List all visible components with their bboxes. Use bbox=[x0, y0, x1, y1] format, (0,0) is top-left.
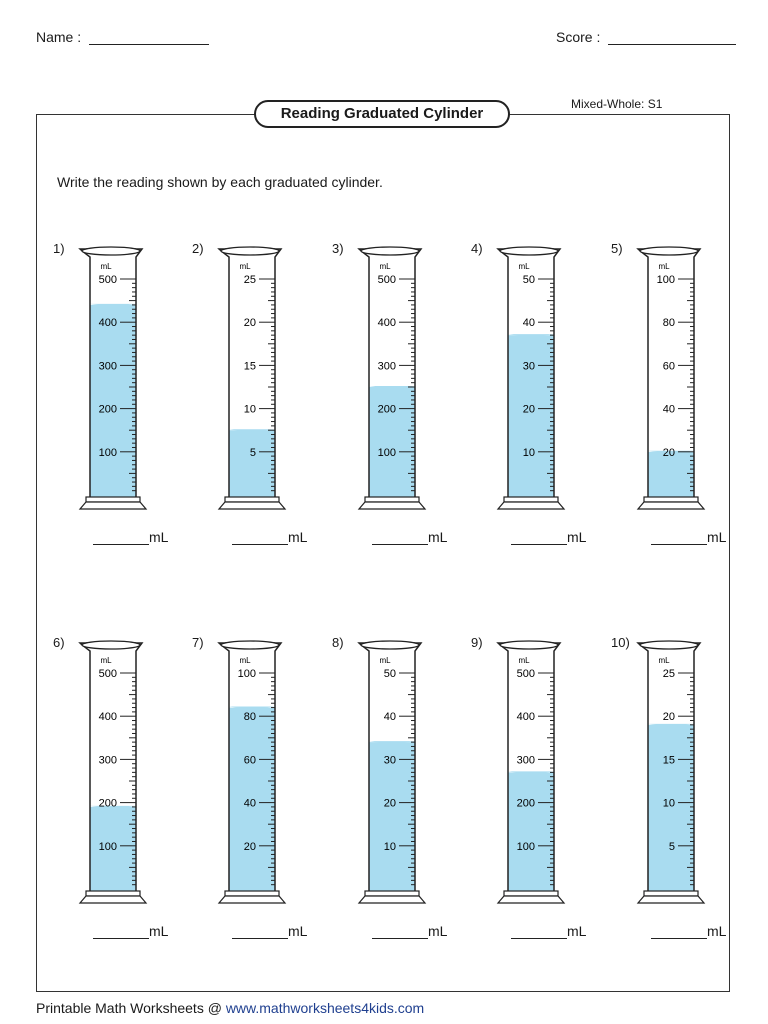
score-blank[interactable] bbox=[608, 32, 736, 45]
answer-field[interactable] bbox=[511, 923, 586, 939]
liquid-fill bbox=[229, 430, 275, 497]
scale-label: 400 bbox=[98, 711, 117, 724]
cylinder-rim bbox=[361, 641, 419, 649]
cylinder-base-collar bbox=[644, 497, 698, 502]
answer-field[interactable] bbox=[232, 923, 307, 939]
scale-label: 10 bbox=[243, 403, 256, 416]
unit-label: mL bbox=[658, 656, 670, 665]
answer-unit: mL bbox=[288, 529, 308, 545]
scale-label: 20 bbox=[243, 840, 256, 853]
scale-label: 15 bbox=[243, 360, 256, 373]
cylinder-number: 10) bbox=[611, 635, 630, 650]
answer-field[interactable] bbox=[232, 529, 307, 545]
cylinder-base-collar bbox=[504, 497, 558, 502]
graduated-cylinder bbox=[611, 241, 741, 521]
answer-blank[interactable] bbox=[651, 926, 707, 939]
cylinder-rim bbox=[640, 247, 698, 255]
unit-label: mL bbox=[518, 262, 530, 271]
unit-label: mL bbox=[658, 262, 670, 271]
score-field[interactable] bbox=[556, 29, 736, 45]
cylinder-base-foot bbox=[219, 502, 285, 509]
scale-label: 25 bbox=[243, 274, 256, 286]
answer-unit: mL bbox=[567, 529, 587, 545]
scale-label: 300 bbox=[98, 360, 117, 373]
scale-label: 100 bbox=[98, 840, 117, 853]
cylinder-rim bbox=[221, 247, 279, 255]
cylinder-base-collar bbox=[225, 891, 279, 896]
name-label: Name : bbox=[36, 29, 82, 45]
cylinder-item bbox=[611, 241, 741, 571]
scale-label: 400 bbox=[377, 317, 396, 330]
cylinder-base-collar bbox=[644, 891, 698, 896]
cylinder-rim bbox=[361, 247, 419, 255]
scale-label: 200 bbox=[98, 403, 117, 416]
cylinder-item bbox=[53, 635, 183, 965]
scale-label: 20 bbox=[383, 797, 396, 810]
scale-label: 50 bbox=[522, 274, 535, 286]
cylinder-number: 4) bbox=[471, 241, 483, 256]
answer-unit: mL bbox=[428, 923, 448, 939]
cylinder-item bbox=[53, 241, 183, 571]
answer-field[interactable] bbox=[651, 923, 726, 939]
answer-blank[interactable] bbox=[651, 532, 707, 545]
scale-label: 10 bbox=[383, 840, 396, 853]
cylinder-number: 5) bbox=[611, 241, 623, 256]
instruction-text: Write the reading shown by each graduated cylinder. bbox=[57, 174, 383, 190]
cylinder-number: 1) bbox=[53, 241, 65, 256]
graduated-cylinder bbox=[611, 635, 741, 915]
scale-label: 25 bbox=[662, 668, 675, 680]
footer-prefix: Printable Math Worksheets @ bbox=[36, 1000, 226, 1016]
scale-label: 10 bbox=[522, 446, 535, 459]
scale-label: 50 bbox=[383, 668, 396, 680]
scale-label: 400 bbox=[516, 711, 535, 724]
cylinder-base-collar bbox=[225, 497, 279, 502]
scale-label: 500 bbox=[377, 274, 396, 286]
scale-label: 200 bbox=[377, 403, 396, 416]
answer-field[interactable] bbox=[372, 923, 447, 939]
answer-blank[interactable] bbox=[232, 532, 288, 545]
worksheet-title: Reading Graduated Cylinder bbox=[254, 100, 510, 128]
worksheet-code: Mixed-Whole: S1 bbox=[571, 97, 663, 111]
cylinder-base-foot bbox=[359, 896, 425, 903]
unit-label: mL bbox=[379, 262, 391, 271]
cylinder-number: 9) bbox=[471, 635, 483, 650]
scale-label: 100 bbox=[377, 446, 396, 459]
scale-label: 500 bbox=[98, 274, 117, 286]
scale-label: 60 bbox=[662, 360, 675, 373]
answer-blank[interactable] bbox=[93, 532, 149, 545]
cylinder-item bbox=[471, 241, 601, 571]
answer-unit: mL bbox=[567, 923, 587, 939]
scale-label: 40 bbox=[383, 711, 396, 724]
cylinder-base-collar bbox=[86, 891, 140, 896]
cylinder-item bbox=[192, 635, 322, 965]
scale-label: 40 bbox=[522, 317, 535, 330]
scale-label: 20 bbox=[662, 711, 675, 724]
footer bbox=[36, 1000, 424, 1016]
unit-label: mL bbox=[100, 262, 112, 271]
scale-label: 80 bbox=[243, 711, 256, 724]
scale-label: 100 bbox=[237, 668, 256, 680]
scale-label: 20 bbox=[522, 403, 535, 416]
cylinder-rim bbox=[221, 641, 279, 649]
cylinder-rim bbox=[82, 641, 140, 649]
graduated-cylinder bbox=[192, 635, 322, 915]
scale-label: 5 bbox=[249, 446, 256, 459]
cylinder-base-foot bbox=[80, 896, 146, 903]
cylinder-number: 3) bbox=[332, 241, 344, 256]
scale-label: 15 bbox=[662, 754, 675, 767]
cylinder-base-foot bbox=[219, 896, 285, 903]
cylinder-base-foot bbox=[359, 502, 425, 509]
scale-label: 10 bbox=[662, 797, 675, 810]
answer-field[interactable] bbox=[511, 529, 586, 545]
cylinder-base-foot bbox=[498, 896, 564, 903]
cylinder-base-foot bbox=[638, 502, 704, 509]
cylinder-base-foot bbox=[80, 502, 146, 509]
unit-label: mL bbox=[239, 262, 251, 271]
graduated-cylinder bbox=[192, 241, 322, 521]
answer-blank[interactable] bbox=[93, 926, 149, 939]
cylinder-item bbox=[192, 241, 322, 571]
scale-label: 80 bbox=[662, 317, 675, 330]
cylinder-base-collar bbox=[365, 497, 419, 502]
cylinder-number: 2) bbox=[192, 241, 204, 256]
answer-blank[interactable] bbox=[372, 926, 428, 939]
cylinder-item bbox=[611, 635, 741, 965]
liquid-fill bbox=[508, 772, 554, 891]
answer-unit: mL bbox=[707, 529, 727, 545]
cylinder-number: 7) bbox=[192, 635, 204, 650]
graduated-cylinder bbox=[53, 635, 183, 915]
answer-unit: mL bbox=[428, 529, 448, 545]
scale-label: 100 bbox=[516, 840, 535, 853]
cylinder-number: 6) bbox=[53, 635, 65, 650]
cylinder-rim bbox=[640, 641, 698, 649]
cylinder-rim bbox=[500, 641, 558, 649]
cylinder-item bbox=[332, 635, 462, 965]
cylinder-base-collar bbox=[365, 891, 419, 896]
cylinder-base-foot bbox=[638, 896, 704, 903]
answer-blank[interactable] bbox=[372, 532, 428, 545]
unit-label: mL bbox=[100, 656, 112, 665]
scale-label: 40 bbox=[243, 797, 256, 810]
unit-label: mL bbox=[239, 656, 251, 665]
answer-unit: mL bbox=[288, 923, 308, 939]
answer-field[interactable] bbox=[93, 529, 168, 545]
graduated-cylinder bbox=[332, 241, 462, 521]
scale-label: 5 bbox=[668, 840, 675, 853]
unit-label: mL bbox=[518, 656, 530, 665]
cylinder-base-collar bbox=[504, 891, 558, 896]
scale-label: 40 bbox=[662, 403, 675, 416]
scale-label: 60 bbox=[243, 754, 256, 767]
scale-label: 20 bbox=[662, 446, 675, 459]
scale-label: 200 bbox=[98, 797, 117, 810]
name-blank[interactable] bbox=[89, 32, 209, 45]
liquid-fill bbox=[90, 305, 136, 497]
cylinder-base-collar bbox=[86, 497, 140, 502]
graduated-cylinder bbox=[53, 241, 183, 521]
answer-blank[interactable] bbox=[511, 926, 567, 939]
footer-link[interactable]: www.mathworksheets4kids.com bbox=[225, 1000, 425, 1016]
answer-unit: mL bbox=[149, 923, 169, 939]
graduated-cylinder bbox=[471, 241, 601, 521]
scale-label: 200 bbox=[516, 797, 535, 810]
cylinder-item bbox=[332, 241, 462, 571]
answer-unit: mL bbox=[149, 529, 169, 545]
answer-field[interactable] bbox=[93, 923, 168, 939]
scale-label: 300 bbox=[377, 360, 396, 373]
name-field[interactable] bbox=[36, 29, 209, 45]
cylinder-rim bbox=[82, 247, 140, 255]
scale-label: 400 bbox=[98, 317, 117, 330]
answer-unit: mL bbox=[707, 923, 727, 939]
scale-label: 500 bbox=[98, 668, 117, 680]
cylinder-rim bbox=[500, 247, 558, 255]
scale-label: 30 bbox=[383, 754, 396, 767]
scale-label: 100 bbox=[656, 274, 675, 286]
scale-label: 100 bbox=[98, 446, 117, 459]
scale-label: 300 bbox=[98, 754, 117, 767]
cylinder-item bbox=[471, 635, 601, 965]
score-label: Score : bbox=[556, 29, 601, 45]
scale-label: 300 bbox=[516, 754, 535, 767]
scale-label: 20 bbox=[243, 317, 256, 330]
scale-label: 30 bbox=[522, 360, 535, 373]
unit-label: mL bbox=[379, 656, 391, 665]
answer-field[interactable] bbox=[372, 529, 447, 545]
graduated-cylinder bbox=[471, 635, 601, 915]
scale-label: 500 bbox=[516, 668, 535, 680]
graduated-cylinder bbox=[332, 635, 462, 915]
cylinder-number: 8) bbox=[332, 635, 344, 650]
cylinder-base-foot bbox=[498, 502, 564, 509]
answer-field[interactable] bbox=[651, 529, 726, 545]
answer-blank[interactable] bbox=[232, 926, 288, 939]
answer-blank[interactable] bbox=[511, 532, 567, 545]
